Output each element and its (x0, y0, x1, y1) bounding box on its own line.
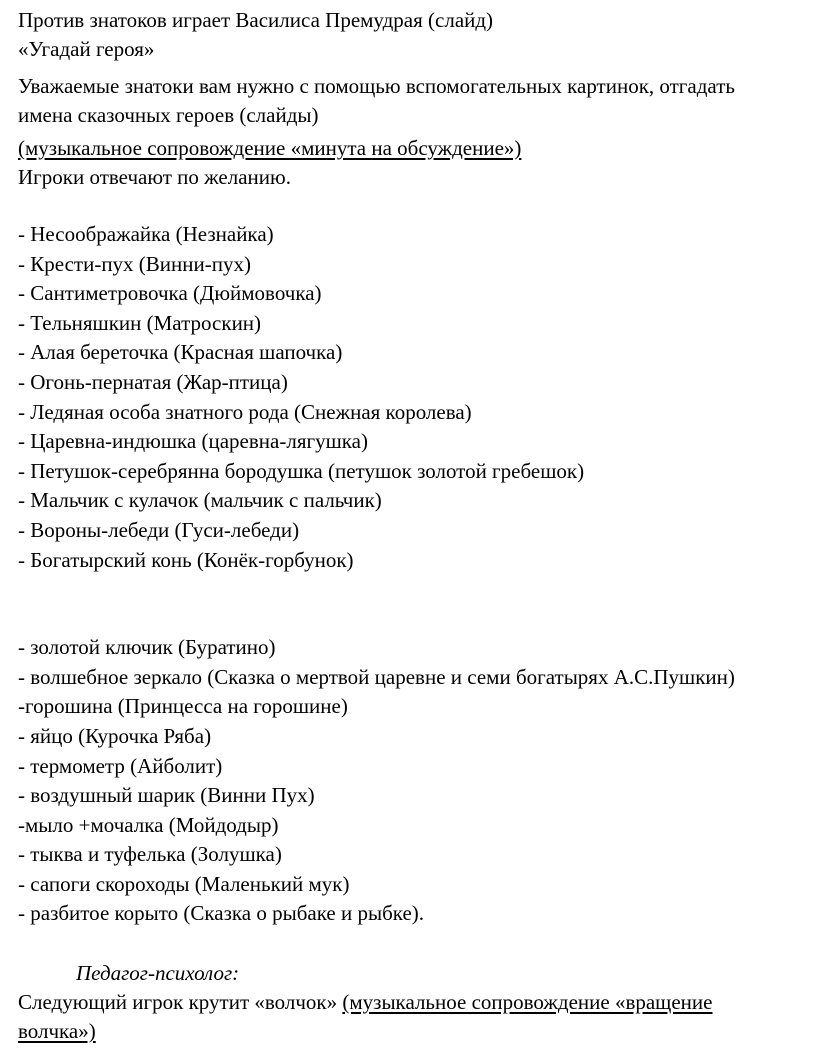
document-page (18, 6, 808, 1046)
hero-item: - Богатырский конь (Конёк-горбунок) (18, 547, 354, 572)
hero-item: - Алая береточка (Красная шапочка) (18, 340, 343, 365)
hero-item: - Ледяная особа знатного рода (Снежная королева) (18, 399, 472, 424)
hero-item: - Вороны-лебеди (Гуси-лебеди) (18, 517, 300, 542)
closing-text: Следующий игрок крутит «волчок» (18, 990, 343, 1015)
hero-item: - Несоображайка (Незнайка) (18, 222, 274, 246)
object-item: -мыло +мочалка (Мойдодыр) (18, 812, 279, 837)
hero-item: - Сантиметровочка (Дюймовочка) (18, 281, 322, 306)
closing-music-note-1: (музыкальное сопровождение «вращение (342, 990, 713, 1015)
speaker-label: Педагог-психолог: (76, 961, 240, 986)
object-item: - яйцо (Курочка Ряба) (18, 723, 212, 748)
object-item: - золотой ключик (Буратино) (18, 635, 276, 660)
hero-item: - Мальчик с кулачок (мальчик с пальчик) (18, 488, 382, 513)
intro-line-1: Против знатоков играет Василиса Премудрая (слайд) (18, 8, 494, 32)
intro-line-2: «Угадай героя» (18, 37, 155, 61)
hero-item: - Петушок-серебрянна бородушка (петушок золотой гребешок) (18, 458, 585, 483)
hero-item: - Тельняшкин (Матроскин) (18, 310, 262, 335)
answer-note: Игроки отвечают по желанию. (18, 165, 291, 189)
instruction-line-2: имена сказочных героев (слайды) (18, 103, 319, 127)
object-item: - тыква и туфелька (Золушка) (18, 842, 282, 867)
heroes-list (18, 220, 808, 575)
closing-line-2 (18, 1017, 808, 1046)
object-item: - воздушный шарик (Винни Пух) (18, 783, 315, 808)
object-item: - термометр (Айболит) (18, 753, 223, 778)
object-item: - волшебное зеркало (Сказка о мертвой царевне и семи богатырях А.С.Пушкин) (18, 664, 735, 689)
music-note (18, 134, 808, 163)
closing-line-1 (18, 988, 808, 1017)
music-note-text: (музыкальное сопровождение «минута на обсуждение») (18, 136, 522, 160)
object-item: - разбитое корыто (Сказка о рыбаке и рыбке). (18, 901, 425, 926)
hero-item: - Крести-пух (Винни-пух) (18, 251, 251, 276)
hero-item: - Огонь-пернатая (Жар-птица) (18, 369, 288, 394)
closing-music-note-2: волчка») (18, 1019, 96, 1044)
object-item: - сапоги скороходы (Маленький мук) (18, 871, 350, 896)
instruction-line-1: Уважаемые знатоки вам нужно с помощью вспомогательных картинок, отгадать (18, 74, 735, 98)
object-item: -горошина (Принцесса на горошине) (18, 694, 348, 719)
hero-item: - Царевна-индюшка (царевна-лягушка) (18, 429, 368, 454)
objects-list (18, 633, 808, 929)
